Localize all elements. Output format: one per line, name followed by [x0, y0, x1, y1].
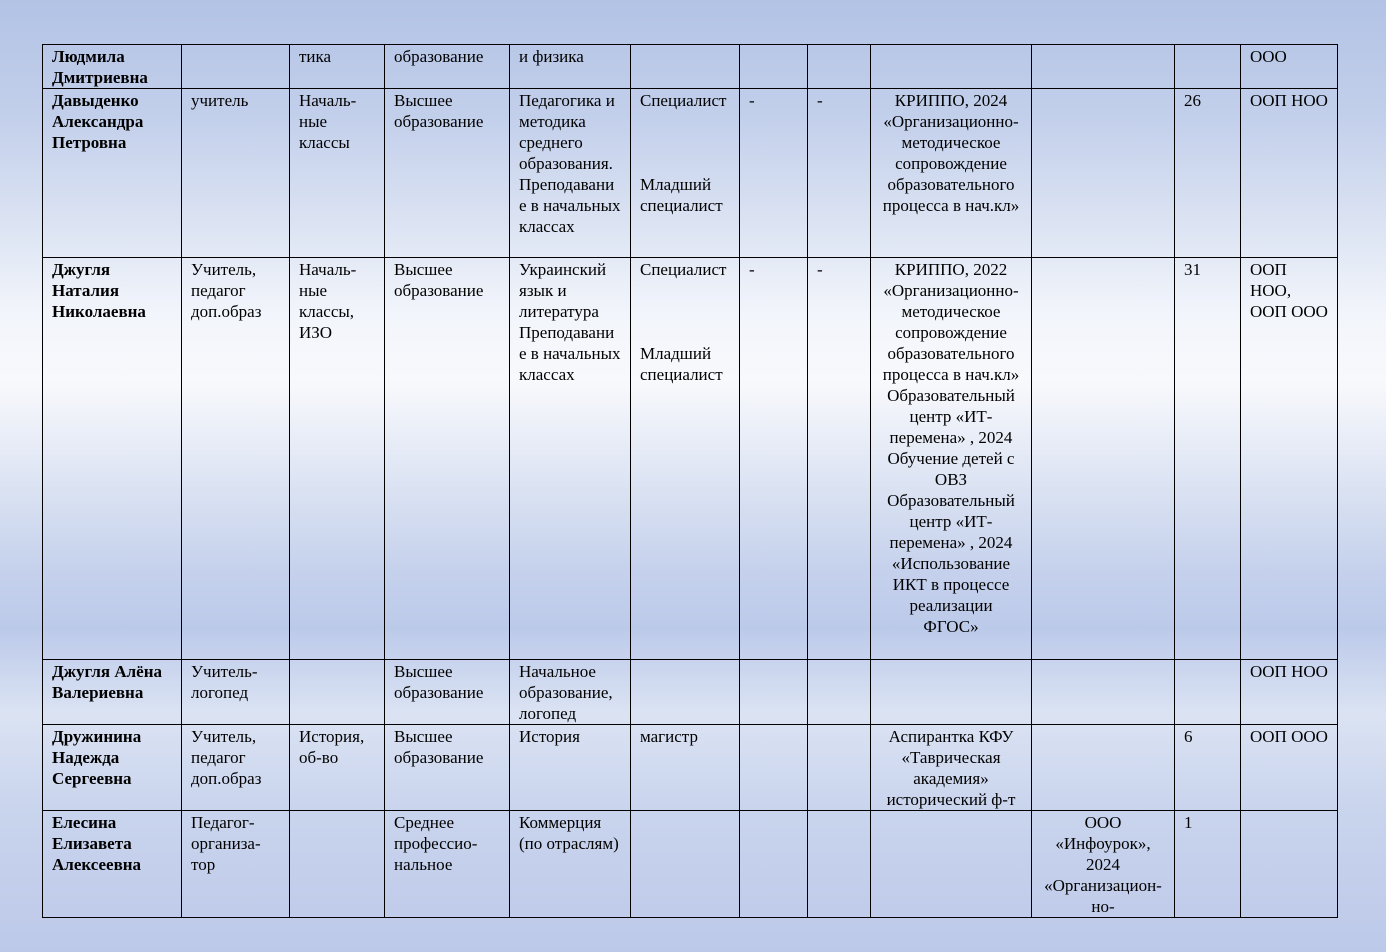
- cell-education: Среднее профессио-нальное: [385, 811, 510, 918]
- cell-position: Учитель-логопед: [182, 660, 290, 725]
- cell-degree: -: [740, 89, 808, 258]
- cell-title: -: [808, 258, 871, 660]
- cell-training: [871, 660, 1032, 725]
- cell-program: ООП НОО: [1241, 660, 1338, 725]
- cell-name: Джугля Алёна Валериевна: [43, 660, 182, 725]
- cell-program: ООП ООО: [1241, 725, 1338, 811]
- table-row: [43, 660, 1338, 725]
- cell-specialty: Педагогика и методика среднего образования. Преподавание в начальных классах: [510, 89, 631, 258]
- cell-subject: История, об-во: [290, 725, 385, 811]
- cell-specialty: и физика: [510, 45, 631, 89]
- cell-specialty: Коммерция (по отраслям): [510, 811, 631, 918]
- cell-subject: [290, 660, 385, 725]
- cell-training: КРИППО, 2024 «Организационно-методическое сопровождение образовательного процесса в нач.кл»: [871, 89, 1032, 258]
- qualification-primary: Специалист: [640, 91, 727, 110]
- cell-program: [1241, 811, 1338, 918]
- table-row: [43, 89, 1338, 258]
- cell-experience: 26: [1175, 89, 1241, 258]
- cell-title: [808, 725, 871, 811]
- cell-education: образование: [385, 45, 510, 89]
- cell-subject: Началь-ные классы: [290, 89, 385, 258]
- cell-retraining: [1032, 89, 1175, 258]
- cell-degree: [740, 811, 808, 918]
- cell-position: [182, 45, 290, 89]
- cell-experience: [1175, 45, 1241, 89]
- cell-education: Высшее образование: [385, 89, 510, 258]
- cell-qualification: магистр: [631, 725, 740, 811]
- cell-training: КРИППО, 2022 «Организационно-методическое сопровождение образовательного процесса в нач.кл» Образовательный центр «ИТ-перемена» , 2024 Обучение детей с ОВЗ Образовательный центр «ИТ-перемена» , 2024 «Использование ИКТ в процессе реализации ФГОС»: [871, 258, 1032, 660]
- cell-specialty: Начальное образование, логопед: [510, 660, 631, 725]
- cell-name: Давыденко Александра Петровна: [43, 89, 182, 258]
- cell-training: Аспирантка КФУ «Таврическая академия» исторический ф-т: [871, 725, 1032, 811]
- cell-specialty: История: [510, 725, 631, 811]
- cell-qualification: [631, 45, 740, 89]
- qualification-primary: Специалист: [640, 260, 727, 279]
- cell-qualification: [631, 660, 740, 725]
- cell-training: [871, 45, 1032, 89]
- cell-education: Высшее образование: [385, 660, 510, 725]
- cell-program: ООП НОО: [1241, 89, 1338, 258]
- qualification-secondary: Младший специалист: [640, 175, 723, 215]
- cell-position: Учитель, педагог доп.образ: [182, 258, 290, 660]
- cell-education: Высшее образование: [385, 725, 510, 811]
- cell-degree: [740, 725, 808, 811]
- cell-position: учитель: [182, 89, 290, 258]
- cell-program: ООП НОО, ООП ООО: [1241, 258, 1338, 660]
- cell-name: Людмила Дмитриевна: [43, 45, 182, 89]
- cell-name: Дружинина Надежда Сергеевна: [43, 725, 182, 811]
- table-row: [43, 811, 1338, 918]
- cell-qualification: [631, 89, 740, 258]
- cell-degree: -: [740, 258, 808, 660]
- cell-retraining: [1032, 45, 1175, 89]
- cell-program: ООО: [1241, 45, 1338, 89]
- table-row: [43, 725, 1338, 811]
- table-row: [43, 258, 1338, 660]
- cell-subject: тика: [290, 45, 385, 89]
- cell-experience: [1175, 660, 1241, 725]
- cell-degree: [740, 660, 808, 725]
- cell-title: [808, 811, 871, 918]
- cell-subject: Началь-ные классы, ИЗО: [290, 258, 385, 660]
- cell-qualification: [631, 258, 740, 660]
- cell-training: [871, 811, 1032, 918]
- cell-degree: [740, 45, 808, 89]
- staff-table: [42, 44, 1338, 918]
- table-row: [43, 45, 1338, 89]
- cell-retraining: [1032, 258, 1175, 660]
- cell-qualification: [631, 811, 740, 918]
- cell-experience: 31: [1175, 258, 1241, 660]
- qualification-secondary: Младший специалист: [640, 344, 723, 384]
- cell-retraining: [1032, 725, 1175, 811]
- cell-subject: [290, 811, 385, 918]
- cell-title: [808, 45, 871, 89]
- cell-title: [808, 660, 871, 725]
- cell-name: Джугля Наталия Николаевна: [43, 258, 182, 660]
- cell-name: Елесина Елизавета Алексеевна: [43, 811, 182, 918]
- cell-position: Учитель, педагог доп.образ: [182, 725, 290, 811]
- cell-retraining: [1032, 660, 1175, 725]
- cell-title: -: [808, 89, 871, 258]
- cell-specialty: Украинский язык и литература Преподавание в начальных классах: [510, 258, 631, 660]
- cell-experience: 6: [1175, 725, 1241, 811]
- cell-education: Высшее образование: [385, 258, 510, 660]
- cell-position: Педагог-организа-тор: [182, 811, 290, 918]
- cell-retraining: ООО «Инфоурок», 2024 «Организацион-но-: [1032, 811, 1175, 918]
- cell-experience: 1: [1175, 811, 1241, 918]
